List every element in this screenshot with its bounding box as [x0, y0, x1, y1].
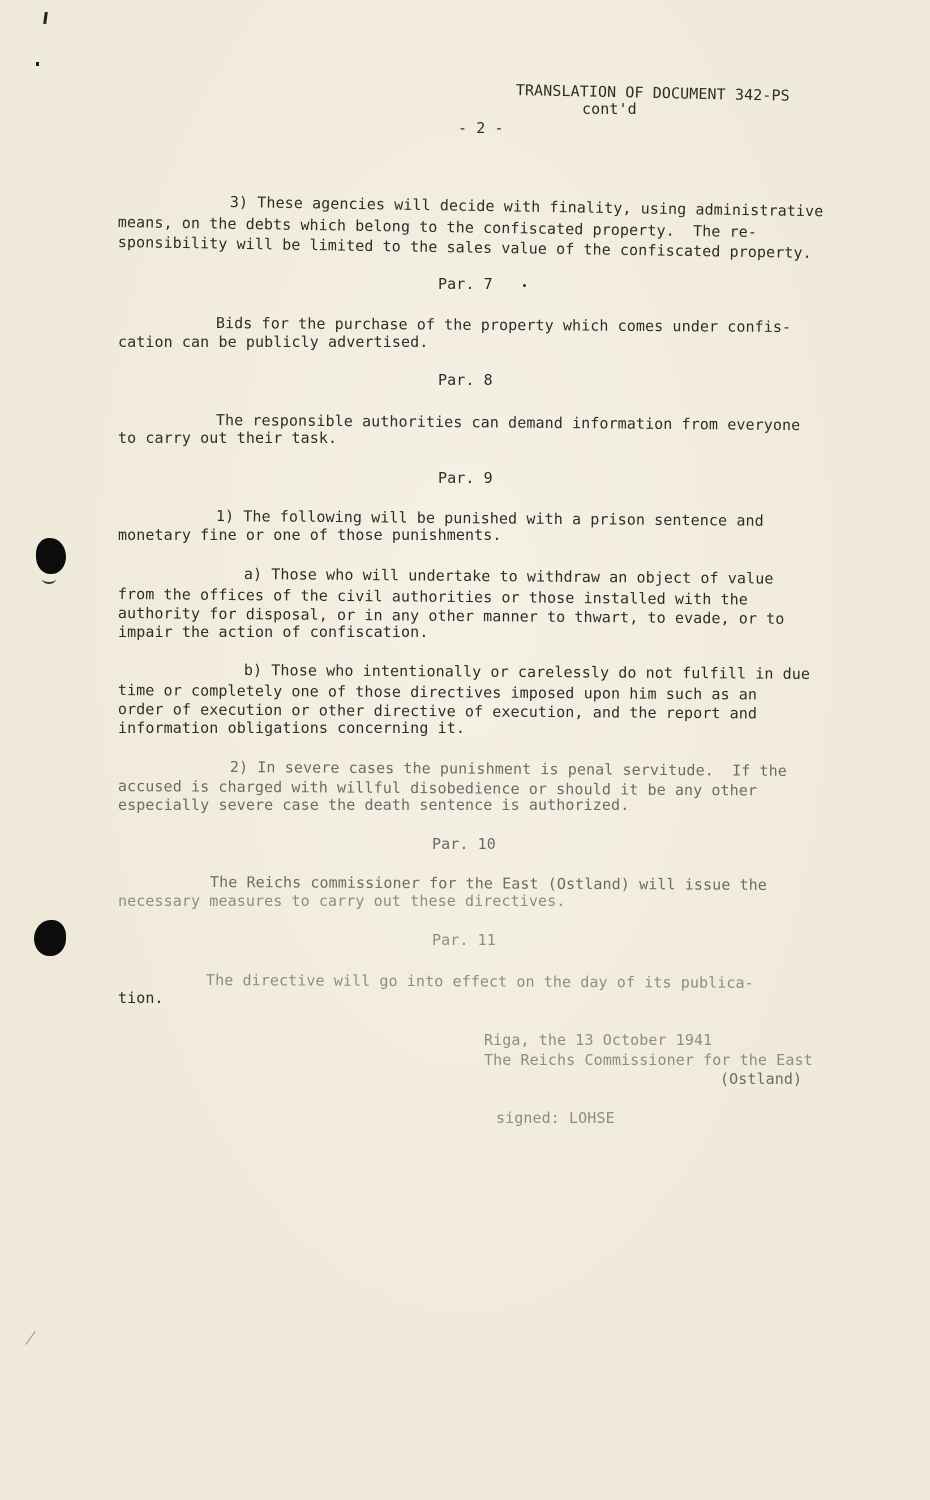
par9-2-line-3: especially severe case the death sentence is authorized. [118, 796, 630, 814]
par10-line-1: The Reichs commissioner for the East (Ostland) will issue the [209, 873, 767, 894]
par7-line-1: Bids for the purchase of the property which comes under confis- [215, 314, 792, 337]
par9-2-line-2: accused is charged with willful disobedience or should it be any other [117, 777, 758, 800]
par9-a-line-4: impair the action of confiscation. [118, 623, 429, 641]
punch-hole-tear [42, 574, 56, 584]
signatory-office: The Reichs Commissioner for the East [484, 1051, 813, 1069]
par8-line-1: The responsible authorities can demand information from everyone [215, 411, 801, 435]
contd-label: cont'd [582, 100, 637, 118]
par11-heading: Par. 11 [432, 931, 496, 949]
par8-line-2: to carry out their task. [118, 429, 338, 447]
par10-heading: Par. 10 [432, 835, 496, 853]
par9-b-line-4: information obligations concerning it. [118, 719, 465, 737]
par9-b-line-1: b) Those who intentionally or carelessly do not fulfill in due [243, 661, 811, 683]
par9-a-line-3: authority for disposal, or in any other manner to thwart, to evade, or to [117, 604, 785, 628]
place-date: Riga, the 13 October 1941 [484, 1031, 713, 1049]
punch-hole-bottom [34, 920, 66, 956]
pencil-tick [26, 1331, 36, 1345]
punch-hole-top [36, 538, 66, 574]
par10-line-2: necessary measures to carry out these directives. [118, 892, 566, 910]
par9-b-line-3: order of execution or other directive of execution, and the report and [117, 700, 758, 723]
par11-line-1: The directive will go into effect on the day of its publica- [205, 971, 754, 992]
dot-mark [523, 284, 526, 287]
par9-a-line-2: from the offices of the civil authorities or those installed with the [117, 585, 749, 609]
par9-2-line-1: 2) In severe cases the punishment is penal servitude. If the [229, 758, 787, 780]
par9-1-line-1: 1) The following will be punished with a prison sentence and [215, 507, 764, 530]
p3-line-2: means, on the debts which belong to the confiscated property. The re- [117, 213, 758, 242]
p3-line-1: 3) These agencies will decide with finality, using administrative [229, 193, 824, 221]
par11-line-2: tion. [118, 989, 164, 1007]
par7-heading: Par. 7 [438, 275, 493, 293]
document-title: TRANSLATION OF DOCUMENT 342-PS [515, 81, 790, 105]
page-number: - 2 - [458, 119, 504, 137]
par9-heading: Par. 9 [438, 469, 493, 487]
par9-a-line-1: a) Those who will undertake to withdraw an object of value [243, 565, 774, 588]
par9-1-line-2: monetary fine or one of those punishments. [118, 526, 502, 544]
signatory-region: (Ostland) [720, 1070, 803, 1088]
par9-b-line-2: time or completely one of those directives imposed upon him such as an [117, 681, 758, 704]
par8-heading: Par. 8 [438, 371, 493, 389]
signed-line: signed: LOHSE [496, 1109, 615, 1127]
p3-line-3: sponsibility will be limited to the sales value of the confiscated property. [117, 233, 812, 262]
stray-mark-1 [43, 12, 48, 24]
stray-mark-2 [36, 62, 39, 66]
par7-line-2: cation can be publicly advertised. [118, 333, 429, 351]
